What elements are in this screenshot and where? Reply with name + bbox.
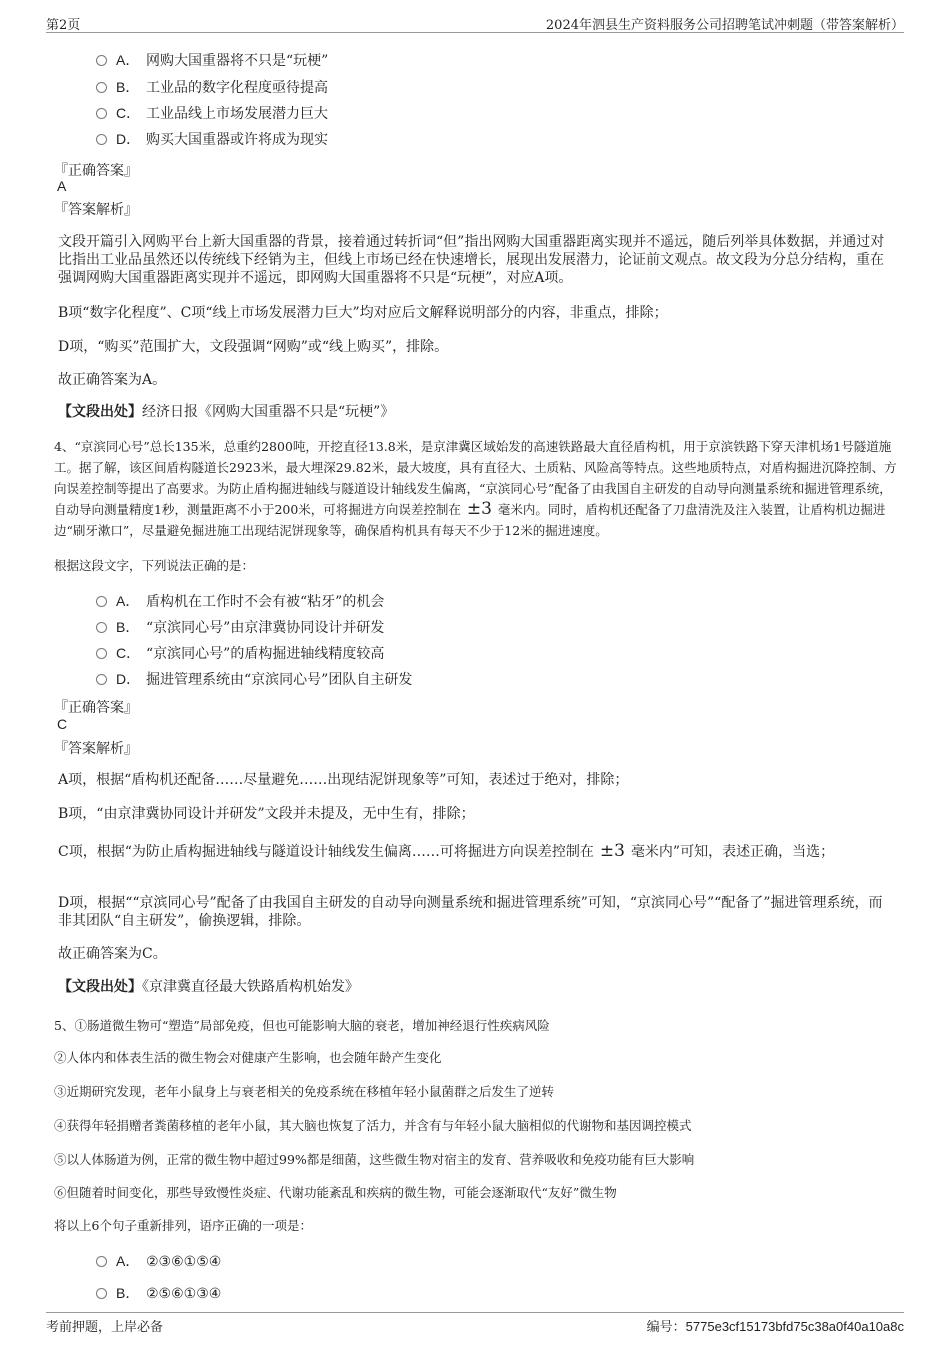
radio-icon[interactable] — [96, 648, 107, 659]
q3-analysis-label: 『答案解析』 — [54, 202, 138, 218]
radio-icon[interactable] — [96, 622, 107, 633]
radio-icon[interactable] — [96, 596, 107, 607]
q4-answer: C — [57, 716, 68, 732]
q3-option-a[interactable]: A． 网购大国重器将不只是“玩梗” — [96, 50, 328, 70]
q3-option-d[interactable]: D． 购买大国重器或许将成为现实 — [96, 129, 328, 149]
page-header — [46, 12, 904, 33]
q4-analysis-a: A项，根据“盾构机还配备……尽量避免……出现结泥饼现象等”可知，表述过于绝对，排除； — [58, 772, 629, 788]
q4-option-b[interactable]: B． “京滨同心号”由京津冀协同设计并研发 — [96, 617, 384, 637]
q5-sentence-4: ④获得年轻捐赠者粪菌移植的老年小鼠，其大脑也恢复了活力，并含有与年轻小鼠大脑相似的代谢物和基因调控模式 — [54, 1118, 692, 1133]
q5-sentence-2: ②人体内和体表生活的微生物会对健康产生影响，也会随年龄产生变化 — [54, 1050, 442, 1065]
plus-minus-formula: ±3 — [466, 499, 492, 519]
q4-option-a[interactable]: A． 盾构机在工作时不会有被“粘牙”的机会 — [96, 591, 384, 611]
q3-answer-label: 『正确答案』 — [54, 163, 138, 179]
q3-conclusion: 故正确答案为A。 — [58, 372, 167, 388]
radio-icon[interactable] — [96, 134, 107, 145]
q5-option-a[interactable]: A． ②③⑥①⑤④ — [96, 1251, 221, 1271]
q4-option-d[interactable]: D． 掘进管理系统由“京滨同心号”团队自主研发 — [96, 669, 412, 689]
radio-icon[interactable] — [96, 82, 107, 93]
q3-source: 【文段出处】经济日报《网购大国重器不只是“玩梗”》 — [58, 404, 395, 420]
q5-sentence-5: ⑤以人体肠道为例，正常的微生物中超过99%都是细菌，这些微生物对宿主的发育、营养吸收和免疫功能有巨大影响 — [54, 1152, 695, 1167]
q5-sentence-6: ⑥但随着时间变化，那些导致慢性炎症、代谢功能紊乱和疾病的微生物，可能会逐渐取代“友好”微生物 — [54, 1185, 617, 1200]
q3-option-b[interactable]: B． 工业品的数字化程度亟待提高 — [96, 77, 328, 97]
footer-slogan: 考前押题，上岸必备 — [46, 1320, 164, 1335]
radio-icon[interactable] — [96, 1256, 107, 1267]
q3-answer: A — [57, 178, 67, 194]
q3-analysis-paragraph: 文段开篇引入网购平台上新大国重器的背景，接着通过转折词“但”指出网购大国重器距离实现并不遥远，随后列举具体数据，并通过对比指出工业品虽然还以传统线下经销为主，但线上市场已经在快速增长，展现出发展潜力，论证前文观点。故文段为分总分结构，重在强调网购大国重器距离实现并不遥远，即网购大国重器将不只是“玩梗”，对应A项。 — [58, 234, 885, 286]
radio-icon[interactable] — [96, 674, 107, 685]
radio-icon[interactable] — [96, 1288, 107, 1299]
q4-source: 【文段出处】《京津冀直径最大铁路盾构机始发》 — [58, 979, 359, 995]
q4-conclusion: 故正确答案为C。 — [58, 946, 167, 962]
q5-option-b[interactable]: B． ②⑤⑥①③④ — [96, 1283, 221, 1303]
q3-analysis-d: D项，“购买”范围扩大，文段强调“网购”或“线上购买”，排除。 — [58, 339, 449, 355]
page-number: 第2页 — [46, 18, 81, 33]
q4-answer-label: 『正确答案』 — [54, 700, 138, 716]
document-title: 2024年泗县生产资料服务公司招聘笔试冲刺题（带答案解析） — [545, 18, 904, 33]
q4-question: 根据这段文字，下列说法正确的是： — [54, 558, 255, 573]
plus-minus-formula: ±3 — [599, 841, 625, 861]
q4-analysis-label: 『答案解析』 — [54, 741, 138, 757]
q5-sentence-3: ③近期研究发现，老年小鼠身上与衰老相关的免疫系统在移植年轻小鼠菌群之后发生了逆转 — [54, 1084, 555, 1099]
radio-icon[interactable] — [96, 108, 107, 119]
q4-analysis-d: D项，根据““京滨同心号”配备了由我国自主研发的自动导向测量系统和掘进管理系统”可知，“京滨同心号”“配备了”掘进管理系统，而非其团队“自主研发”，偷换逻辑，排除。 — [58, 895, 883, 929]
page-footer — [46, 1312, 904, 1335]
q4-option-c[interactable]: C． “京滨同心号”的盾构掘进轴线精度较高 — [96, 643, 384, 663]
q3-option-c[interactable]: C． 工业品线上市场发展潜力巨大 — [96, 103, 328, 123]
q4-stem: 4、“京滨同心号”总长135米，总重约2800吨，开挖直径13.8米，是京津冀区域始发的高速铁路最大直径盾构机，用于京滨铁路下穿天津机场1号隧道施工。据了解，该区间盾构隧道长2923米，最大埋深29.82米，最大坡度，具有直径大、土质粘、风险高等特点。这些地质特点，对盾构掘进沉降控制、方向误差控制等提出了高要求。为防止盾构掘进轴线与隧道设计轴线发生偏离，“京滨同心号”配备了由我国自主研发的自动导向测量系统和掘进管理系统，自动导向测量精度1秒，测量距离不小于200米，可将掘进方向误差控制在 ±3 毫米内。同时，盾构机还配备了刀盘清洗及注入装置，让盾构机边掘进边“刷牙漱口”，尽量避免掘进施工出现结泥饼现象等，确保盾构机具有每天不少于12米的掘进速度。 — [54, 439, 897, 538]
q5-question: 将以上6个句子重新排列，语序正确的一项是： — [54, 1218, 312, 1233]
document-code: 编号：5775e3cf15173bfd75c38a0f40a10a8c — [646, 1319, 904, 1334]
q5-sentence-1: 5、①肠道微生物可“塑造”局部免疫，但也可能影响大脑的衰老，增加神经退行性疾病风险 — [54, 1018, 550, 1033]
q4-analysis-b: B项，“由京津冀协同设计并研发”文段并未提及，无中生有，排除； — [58, 806, 475, 822]
q4-analysis-c: C项，根据“为防止盾构掘进轴线与隧道设计轴线发生偏离……可将掘进方向误差控制在 ±3 毫米内”可知，表述正确，当选； — [58, 841, 835, 861]
q3-analysis-b: B项“数字化程度”、C项“线上市场发展潜力巨大”均对应后文解释说明部分的内容，非重点，排除； — [58, 305, 668, 321]
radio-icon[interactable] — [96, 55, 107, 66]
